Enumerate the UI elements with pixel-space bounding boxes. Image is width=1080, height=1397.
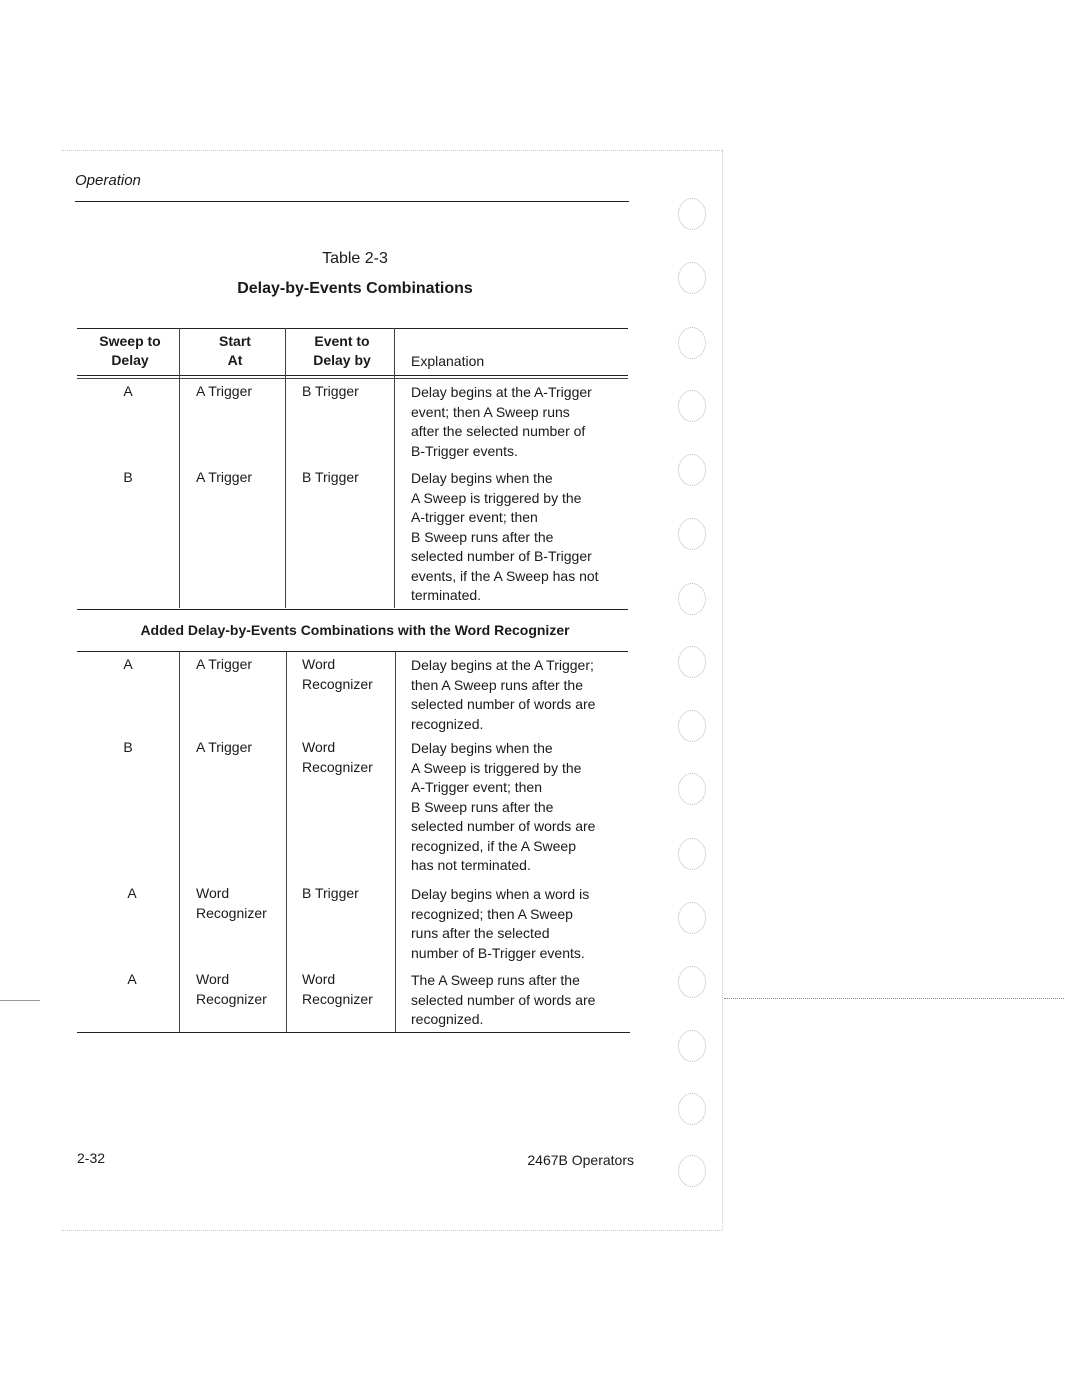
row2-start: A Trigger [196, 469, 253, 485]
row6-start: Word Recognizer [196, 971, 267, 1007]
scan-mark-right [724, 998, 1064, 999]
binder-hole-icon [678, 646, 706, 678]
scan-edge-bottom [62, 1230, 722, 1231]
binder-hole-icon [678, 773, 706, 805]
binder-hole-icon [678, 454, 706, 486]
scan-mark-left [0, 1000, 40, 1001]
row5-sweep: A [127, 885, 137, 901]
binder-hole-icon [678, 1030, 706, 1062]
header-event-to-delay-by: Event to Delay by [313, 333, 371, 368]
document-title: 2467B Operators [527, 1152, 634, 1168]
row3-explanation: Delay begins at the A Trigger; then A Sweep runs after the selected number of words are recognized. [411, 657, 596, 732]
row4-event: Word Recognizer [302, 739, 373, 775]
row2-sweep: B [123, 469, 133, 485]
scan-edge-right [722, 150, 723, 1230]
row5-start: Word Recognizer [196, 885, 267, 921]
binder-hole-icon [678, 1155, 706, 1187]
header-explanation: Explanation [411, 353, 485, 369]
row3-event: Word Recognizer [302, 656, 373, 692]
row6-explanation: The A Sweep runs after the selected number of words are recognized. [411, 972, 596, 1027]
header-sweep-to-delay: Sweep to Delay [99, 333, 161, 368]
header-bottom-rule-2 [77, 378, 628, 379]
row6-event: Word Recognizer [302, 971, 373, 1007]
col-divider [286, 651, 287, 1032]
binder-hole-icon [678, 327, 706, 359]
binder-hole-icon [678, 198, 706, 230]
row1-sweep: A [123, 383, 133, 399]
section-subheading: Added Delay-by-Events Combinations with the Word Recognizer [140, 622, 570, 638]
table-top-rule [77, 328, 628, 329]
row4-explanation: Delay begins when the A Sweep is triggered by the A-Trigger event; then B Sweep runs after the selected number of words are recognized, if the A Sweep has not terminated. [411, 740, 596, 873]
row2-explanation: Delay begins when the A Sweep is triggered by the A-trigger event; then B Sweep runs after the selected number of B-Trigger events, if the A Sweep has not terminated. [411, 470, 599, 603]
scan-edge-top [62, 150, 722, 151]
col-divider [179, 328, 180, 608]
page-number: 2-32 [77, 1150, 106, 1166]
row5-event: B Trigger [302, 885, 359, 901]
row4-sweep: B [123, 739, 133, 755]
header-rule [75, 201, 629, 202]
page-header: Operation [75, 172, 141, 189]
section1-bottom-rule [77, 609, 628, 610]
binder-hole-icon [678, 262, 706, 294]
row1-start: A Trigger [196, 383, 253, 399]
row1-explanation: Delay begins at the A-Trigger event; then A Sweep runs after the selected number of B-Trigger events. [411, 384, 592, 459]
row3-start: A Trigger [196, 656, 253, 672]
header-bottom-rule [77, 375, 628, 376]
table-title: Delay-by-Events Combinations [237, 280, 473, 297]
binder-hole-icon [678, 902, 706, 934]
binder-hole-icon [678, 710, 706, 742]
table-bottom-rule [77, 1032, 630, 1033]
binder-hole-icon [678, 1093, 706, 1125]
row3-sweep: A [123, 656, 133, 672]
binder-hole-icon [678, 390, 706, 422]
row4-start: A Trigger [196, 739, 253, 755]
row6-sweep: A [127, 971, 137, 987]
row1-event: B Trigger [302, 383, 359, 399]
header-start-at: Start At [219, 333, 251, 368]
binder-hole-icon [678, 966, 706, 998]
binder-hole-icon [678, 518, 706, 550]
table-number: Table 2-3 [322, 250, 388, 267]
section2-top-rule [77, 651, 628, 652]
binder-hole-icon [678, 583, 706, 615]
row5-explanation: Delay begins when a word is recognized; then A Sweep runs after the selected number of B-Trigger events. [411, 886, 590, 961]
row2-event: B Trigger [302, 469, 359, 485]
binder-hole-icon [678, 838, 706, 870]
